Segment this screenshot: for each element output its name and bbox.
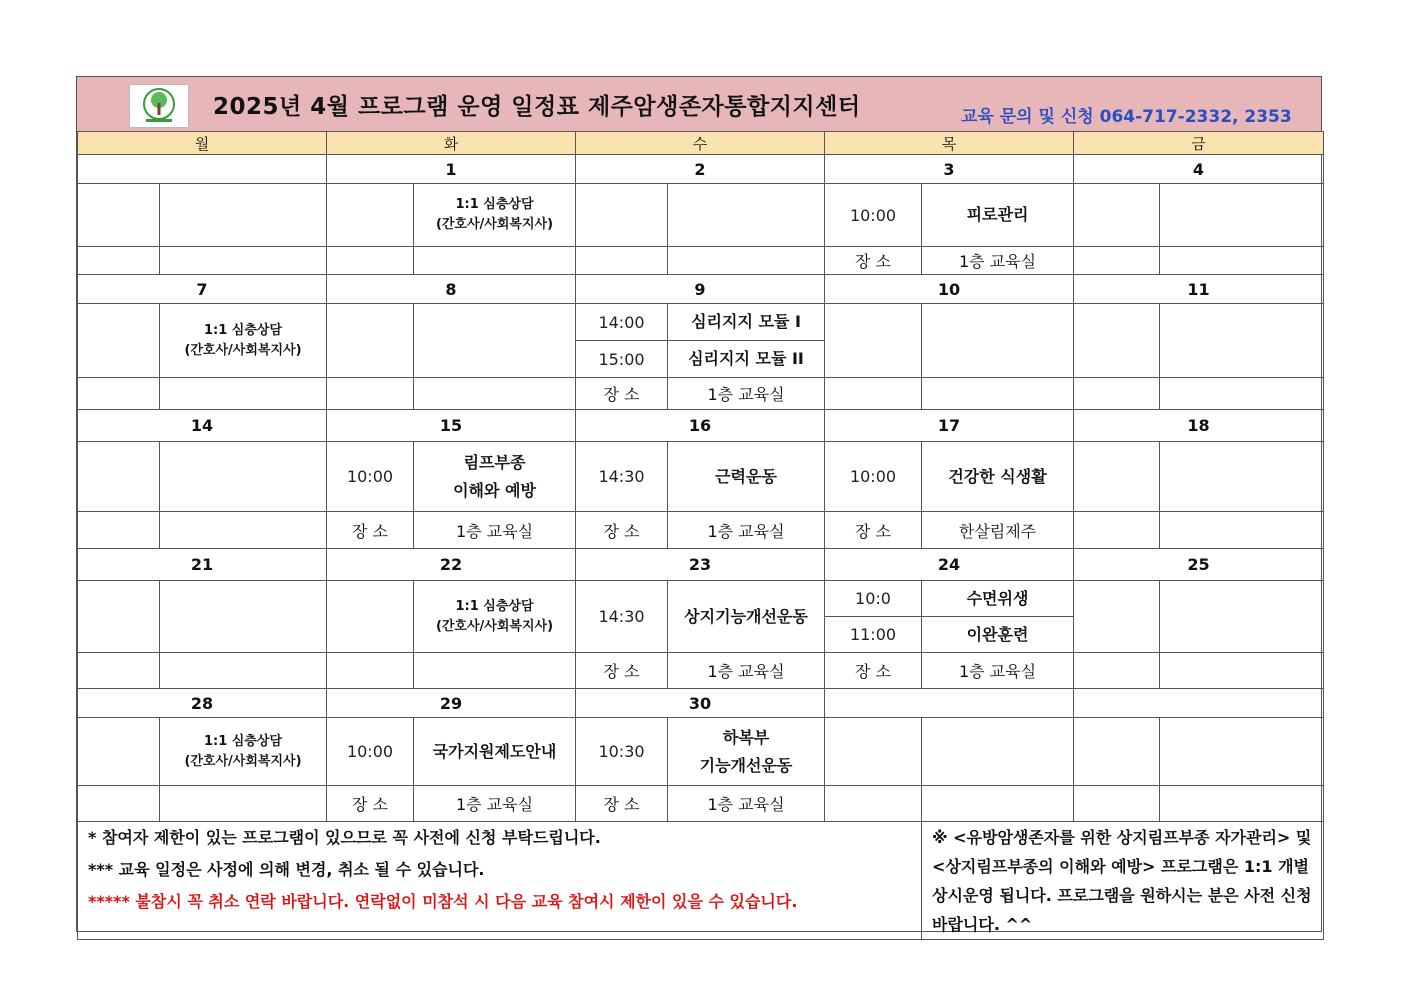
schedule-sheet bbox=[76, 76, 1322, 932]
page-title: 2025년 4월 프로그램 운영 일정표 제주암생존자통합지지센터 bbox=[213, 94, 861, 120]
counsel-cell: 1:1 심층상담 (간호사/사회복지사) bbox=[414, 581, 576, 653]
location-label: 장 소 bbox=[576, 512, 668, 549]
week3-location-row bbox=[78, 512, 1324, 549]
event-time: 10:0 bbox=[825, 581, 922, 617]
counsel-cell: 1:1 심층상담 (간호사/사회복지사) bbox=[160, 304, 327, 378]
event-time: 15:00 bbox=[576, 341, 668, 378]
location-room: 1층 교육실 bbox=[922, 247, 1074, 275]
location-room: 1층 교육실 bbox=[668, 378, 825, 410]
date-cell: 21 bbox=[78, 549, 327, 581]
contact-info: 교육 문의 및 신청 064-717-2332, 2353 bbox=[961, 107, 1292, 127]
event-name: 건강한 식생활 bbox=[922, 442, 1074, 512]
date-cell: 16 bbox=[576, 410, 825, 442]
event-name: 심리지지 모듈 I bbox=[668, 304, 825, 341]
date-cell: 7 bbox=[78, 275, 327, 304]
week1-date-row bbox=[78, 155, 1324, 184]
week4-event-row-a bbox=[78, 581, 1324, 617]
event-name: 심리지지 모듈 II bbox=[668, 341, 825, 378]
event-time: 10:00 bbox=[825, 442, 922, 512]
event-time: 14:00 bbox=[576, 304, 668, 341]
date-cell: 4 bbox=[1074, 155, 1324, 184]
week4-location-row bbox=[78, 653, 1324, 689]
location-label: 장 소 bbox=[327, 512, 414, 549]
week3-date-row bbox=[78, 410, 1324, 442]
event-time: 14:30 bbox=[576, 442, 668, 512]
day-tue: 화 bbox=[327, 132, 576, 155]
location-room: 1층 교육실 bbox=[668, 653, 825, 689]
location-label: 장 소 bbox=[825, 512, 922, 549]
week1-location-row bbox=[78, 247, 1324, 275]
date-cell: 17 bbox=[825, 410, 1074, 442]
note-2: *** 교육 일정은 사정에 의해 변경, 취소 될 수 있습니다. bbox=[88, 860, 485, 879]
weekday-header-row bbox=[78, 132, 1324, 155]
location-label: 장 소 bbox=[825, 247, 922, 275]
date-cell: 2 bbox=[576, 155, 825, 184]
week2-event-row-a bbox=[78, 304, 1324, 341]
week2-date-row bbox=[78, 275, 1324, 304]
event-time: 10:00 bbox=[327, 718, 414, 786]
footer-row bbox=[78, 822, 1324, 940]
calendar-table bbox=[77, 131, 1324, 940]
event-time: 11:00 bbox=[825, 617, 922, 653]
event-time: 10:00 bbox=[825, 184, 922, 247]
date-cell: 18 bbox=[1074, 410, 1324, 442]
date-cell: 25 bbox=[1074, 549, 1324, 581]
side-note: ※ <유방암생존자를 위한 상지림프부종 자가관리> 및 <상지림프부종의 이해와 예방> 프로그램은 1:1 개별 상시운영 됩니다. 프로그램을 원하시는 분은 사전 신청 바랍니다. ^^ bbox=[922, 822, 1324, 940]
event-name: 상지기능개선운동 bbox=[668, 581, 825, 653]
counsel-cell: 1:1 심층상담 (간호사/사회복지사) bbox=[160, 718, 327, 786]
note-1: * 참여자 제한이 있는 프로그램이 있으므로 꼭 사전에 신청 부탁드립니다. bbox=[88, 828, 601, 847]
event-time: 10:30 bbox=[576, 718, 668, 786]
date-cell: 28 bbox=[78, 689, 327, 718]
week5-event-row bbox=[78, 718, 1324, 786]
location-label: 장 소 bbox=[327, 786, 414, 822]
note-3: ***** 불참시 꼭 취소 연락 바랍니다. 연락없이 미참석 시 다음 교육 참여시 제한이 있을 수 있습니다. bbox=[88, 892, 798, 911]
date-cell: 22 bbox=[327, 549, 576, 581]
date-cell: 8 bbox=[327, 275, 576, 304]
counsel-cell: 1:1 심층상담 (간호사/사회복지사) bbox=[414, 184, 576, 247]
week1-event-row bbox=[78, 184, 1324, 247]
event-name: 수면위생 bbox=[922, 581, 1074, 617]
date-cell bbox=[1074, 689, 1324, 718]
week4-date-row bbox=[78, 549, 1324, 581]
location-room: 1층 교육실 bbox=[414, 512, 576, 549]
event-name: 이완훈련 bbox=[922, 617, 1074, 653]
location-room: 한살림제주 bbox=[922, 512, 1074, 549]
week5-location-row bbox=[78, 786, 1324, 822]
date-cell: 29 bbox=[327, 689, 576, 718]
date-cell: 10 bbox=[825, 275, 1074, 304]
date-cell bbox=[825, 689, 1074, 718]
event-time: 14:30 bbox=[576, 581, 668, 653]
center-logo bbox=[129, 84, 189, 128]
week2-location-row bbox=[78, 378, 1324, 410]
header-bar bbox=[77, 77, 1321, 132]
location-label: 장 소 bbox=[576, 378, 668, 410]
location-label: 장 소 bbox=[576, 653, 668, 689]
day-thu: 목 bbox=[825, 132, 1074, 155]
day-fri: 금 bbox=[1074, 132, 1324, 155]
date-cell: 30 bbox=[576, 689, 825, 718]
day-mon: 월 bbox=[78, 132, 327, 155]
event-name: 국가지원제도안내 bbox=[414, 718, 576, 786]
date-cell: 11 bbox=[1074, 275, 1324, 304]
date-cell: 23 bbox=[576, 549, 825, 581]
location-room: 1층 교육실 bbox=[668, 512, 825, 549]
footer-notes bbox=[78, 822, 922, 940]
week3-event-row bbox=[78, 442, 1324, 512]
event-name: 근력운동 bbox=[668, 442, 825, 512]
date-cell: 1 bbox=[327, 155, 576, 184]
date-cell: 3 bbox=[825, 155, 1074, 184]
location-label: 장 소 bbox=[825, 653, 922, 689]
date-cell bbox=[78, 155, 327, 184]
week5-date-row bbox=[78, 689, 1324, 718]
event-name: 피로관리 bbox=[922, 184, 1074, 247]
date-cell: 24 bbox=[825, 549, 1074, 581]
date-cell: 15 bbox=[327, 410, 576, 442]
location-room: 1층 교육실 bbox=[414, 786, 576, 822]
date-cell: 14 bbox=[78, 410, 327, 442]
location-room: 1층 교육실 bbox=[668, 786, 825, 822]
location-room: 1층 교육실 bbox=[922, 653, 1074, 689]
event-name: 하복부 기능개선운동 bbox=[668, 718, 825, 786]
date-cell: 9 bbox=[576, 275, 825, 304]
event-time: 10:00 bbox=[327, 442, 414, 512]
location-label: 장 소 bbox=[576, 786, 668, 822]
day-wed: 수 bbox=[576, 132, 825, 155]
event-name: 림프부종 이해와 예방 bbox=[414, 442, 576, 512]
